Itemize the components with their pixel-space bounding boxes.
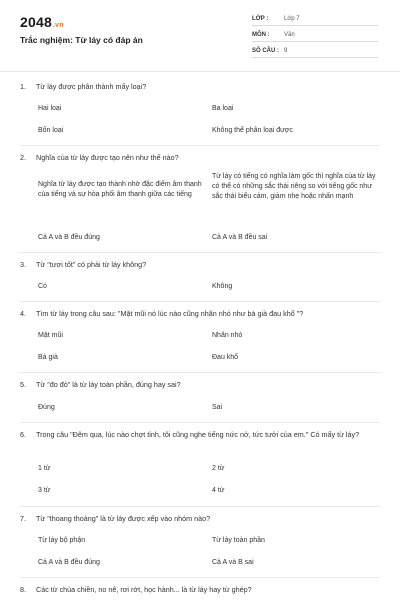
question-2-option-b[interactable]: Từ láy có tiếng có nghĩa làm gốc thì nghĩa của từ láy có thể có những sắc thái riêng so với tiếng gốc như sắc thái biểu cảm, giảm nhẹ hoặc nhấn mạnh xyxy=(212,173,376,200)
question-7-option-a[interactable]: Từ láy bộ phận xyxy=(38,537,86,544)
question-3-option-a[interactable]: Có xyxy=(38,283,47,290)
question-number: 5. xyxy=(20,380,26,389)
meta-count-label: SỐ CÂU : xyxy=(252,48,279,54)
question-number: 3. xyxy=(20,260,26,269)
question-4-option-b[interactable]: Nhăn nhó xyxy=(212,332,243,339)
question-6-option-d[interactable]: 4 từ xyxy=(212,487,225,494)
question-1-option-a[interactable]: Hai loại xyxy=(38,105,62,112)
question-5-option-b[interactable]: Sai xyxy=(212,404,223,411)
question-text: Từ "đo đỏ" là từ láy toàn phần, đúng hay sai? xyxy=(36,380,181,389)
question-divider xyxy=(20,577,380,578)
logo-text: 2048 xyxy=(20,14,52,30)
question-number: 7. xyxy=(20,514,26,523)
question-divider xyxy=(20,422,380,423)
question-4-option-a[interactable]: Mặt mũi xyxy=(38,332,63,339)
question-7-option-d[interactable]: Cả A và B sai xyxy=(212,559,254,566)
question-6-option-a[interactable]: 1 từ xyxy=(38,465,51,472)
question-text: Từ "tươi tốt" có phải từ láy không? xyxy=(36,260,147,269)
page-title: Trắc nghiệm: Từ láy có đáp án xyxy=(20,35,143,45)
question-1-option-b[interactable]: Ba loại xyxy=(212,105,234,112)
meta-class-row xyxy=(252,13,378,26)
question-divider xyxy=(20,372,380,373)
page-header xyxy=(0,0,400,72)
question-number: 6. xyxy=(20,430,26,439)
meta-count-value: 9 xyxy=(284,48,288,54)
site-logo[interactable] xyxy=(20,14,64,30)
meta-subject-label: MÔN : xyxy=(252,32,270,38)
question-number: 8. xyxy=(20,585,26,594)
question-6-option-b[interactable]: 2 từ xyxy=(212,465,225,472)
question-text: Trong câu "Đêm qua, lúc nào chợt tỉnh, tôi cũng nghe tiếng nức nở, tức tưởi của em." Có mấy từ láy? xyxy=(36,430,360,439)
question-3-option-b[interactable]: Không xyxy=(212,283,233,290)
question-divider xyxy=(20,252,380,253)
question-2-option-d[interactable]: Cả A và B đều sai xyxy=(212,234,268,241)
question-7-option-c[interactable]: Cả A và B đều đúng xyxy=(38,559,100,566)
question-divider xyxy=(20,145,380,146)
question-1-option-d[interactable]: Không thể phân loại được xyxy=(212,127,293,134)
question-4-option-d[interactable]: Đau khổ xyxy=(212,354,239,361)
meta-class-label: LỚP : xyxy=(252,16,269,22)
question-number: 2. xyxy=(20,153,26,162)
question-text: Các từ chùa chiền, no nê, rơi rớt, học hành... là từ láy hay từ ghép? xyxy=(36,585,252,594)
meta-subject-value: Văn xyxy=(284,32,295,38)
logo-suffix: .vn xyxy=(52,22,64,29)
meta-count-row xyxy=(252,45,378,58)
question-6-option-c[interactable]: 3 từ xyxy=(38,487,51,494)
question-text: Nghĩa của từ láy được tạo nên như thế nào? xyxy=(36,153,179,162)
question-text: Từ láy được phân thành mấy loại? xyxy=(36,82,147,91)
question-divider xyxy=(20,506,380,507)
meta-class-value: Lớp 7 xyxy=(284,16,300,22)
question-7-option-b[interactable]: Từ láy toàn phần xyxy=(212,537,265,544)
question-2-option-c[interactable]: Cả A và B đều đúng xyxy=(38,234,100,241)
question-divider xyxy=(20,301,380,302)
question-1-option-c[interactable]: Bốn loại xyxy=(38,127,64,134)
meta-subject-row xyxy=(252,29,378,42)
question-text: Tìm từ láy trong câu sau: "Mặt mũi nó lúc nào cũng nhăn nhó như bà già đau khổ "? xyxy=(36,309,304,318)
question-number: 4. xyxy=(20,309,26,318)
question-2-option-a[interactable]: Nghĩa từ láy được tạo thành nhờ đặc điểm âm thanh của tiếng và sự hòa phối âm thanh giữa các tiếng xyxy=(38,181,202,198)
question-4-option-c[interactable]: Bà già xyxy=(38,354,58,361)
question-number: 1. xyxy=(20,82,26,91)
question-text: Từ "thoang thoảng" là từ láy được xếp vào nhóm nào? xyxy=(36,514,211,523)
question-5-option-a[interactable]: Đúng xyxy=(38,404,55,411)
